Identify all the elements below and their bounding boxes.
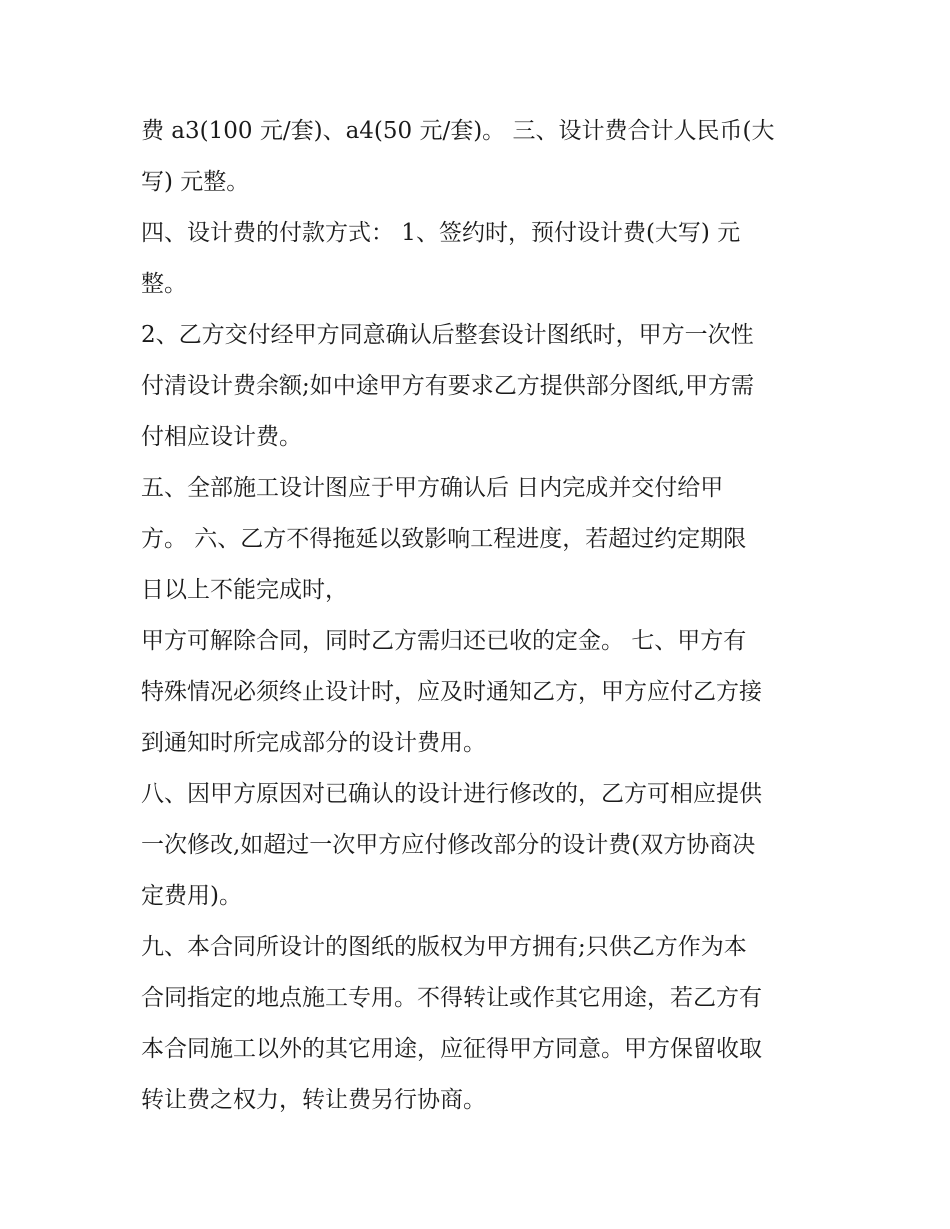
text-line-14: 八、因甲方原因对已确认的设计进行修改的，乙方可相应提供: [141, 781, 762, 807]
text-line-7: 付相应设计费。: [141, 424, 302, 450]
contract-text: [141, 106, 831, 1126]
text-line-12: 特殊情况必须终止设计时，应及时通知乙方，甲方应付乙方接: [141, 679, 762, 705]
text-line-8: 五、全部施工设计图应于甲方确认后 日内完成并交付给甲: [141, 475, 724, 501]
text-line-19: 本合同施工以外的其它用途，应征得甲方同意。甲方保留收取: [141, 1036, 762, 1062]
text-line-4: 整。: [141, 271, 187, 297]
text-line-2: 写) 元整。: [141, 169, 250, 195]
text-line-16: 定费用)。: [141, 883, 242, 909]
text-line-13: 到通知时所完成部分的设计费用。: [141, 730, 486, 756]
text-line-1: 费 a3(100 元/套)、a4(50 元/套)。 三、设计费合计人民币(大: [141, 118, 775, 144]
text-line-5: 2、乙方交付经甲方同意确认后整套设计图纸时，甲方一次性: [141, 322, 754, 348]
text-line-9: 方。 六、乙方不得拖延以致影响工程进度，若超过约定期限: [141, 526, 747, 552]
text-line-18: 合同指定的地点施工专用。不得转让或作其它用途，若乙方有: [141, 985, 762, 1011]
text-line-17: 九、本合同所设计的图纸的版权为甲方拥有;只供乙方作为本: [141, 934, 747, 960]
text-line-11: 甲方可解除合同，同时乙方需归还已收的定金。 七、甲方有: [141, 628, 747, 654]
text-line-6: 付清设计费余额;如中途甲方有要求乙方提供部分图纸,甲方需: [141, 373, 755, 399]
text-line-15: 一次修改,如超过一次甲方应付修改部分的设计费(双方协商决: [141, 832, 756, 858]
text-line-20: 转让费之权力，转让费另行协商。: [141, 1087, 486, 1113]
text-line-10: 日以上不能完成时，: [141, 577, 348, 603]
text-line-3: 四、设计费的付款方式： 1、签约时，预付设计费(大写) 元: [141, 220, 741, 246]
